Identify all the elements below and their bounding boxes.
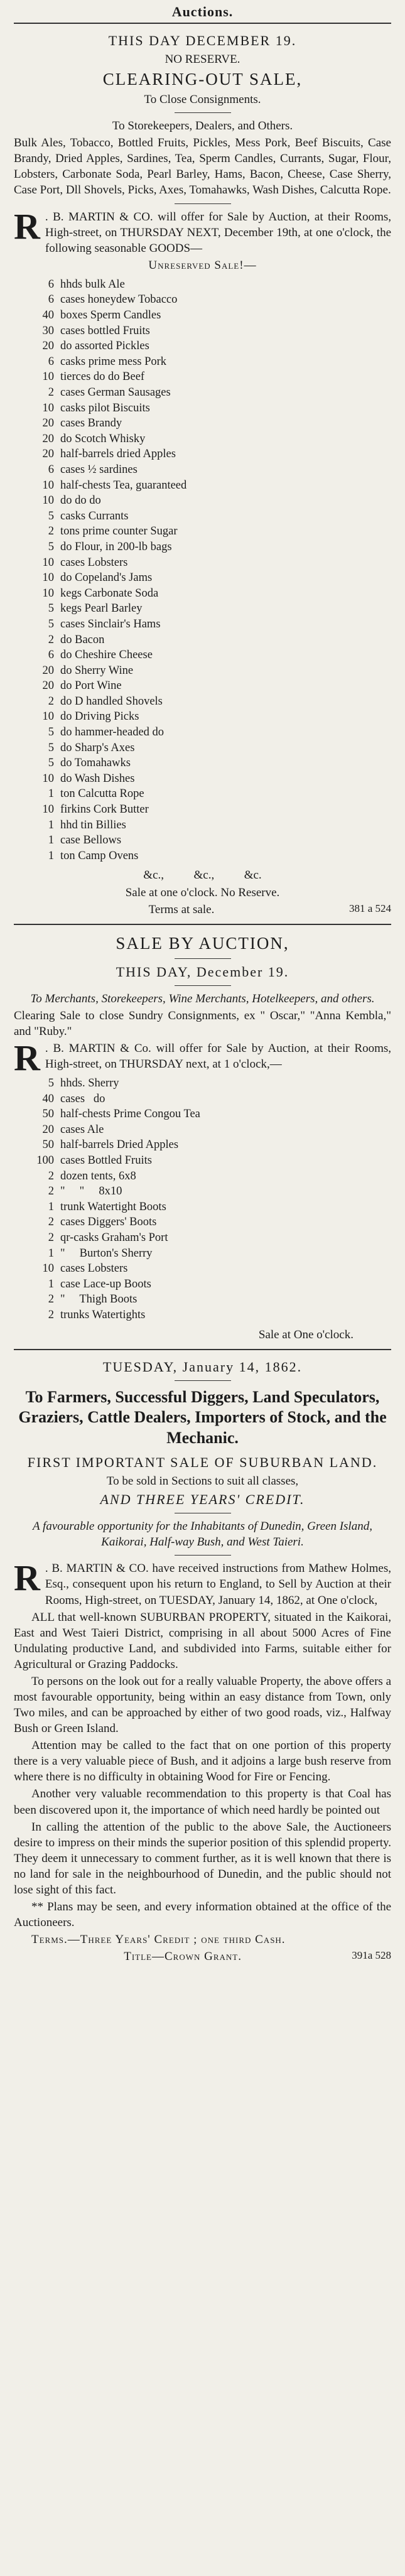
item-description: cases Diggers' Boots — [60, 1216, 157, 1229]
list-item — [20, 1091, 391, 1107]
item-description: do Sherry Wine — [60, 664, 134, 677]
list-item — [20, 586, 391, 602]
item-description: half-chests Prime Congou Tea — [60, 1108, 200, 1121]
list-item — [20, 1261, 391, 1277]
item-description: trunk Watertight Boots — [60, 1200, 166, 1213]
item-description: do Tomahawks — [60, 757, 131, 770]
list-item — [20, 446, 391, 462]
item-description: cases ½ sardines — [60, 463, 138, 476]
ad3-date-line: TUESDAY, January 14, 1862. — [102, 1358, 303, 1375]
item-quantity: 6 — [48, 355, 54, 368]
item-description: dozen tents, 6x8 — [60, 1169, 136, 1182]
item-description: do Wash Dishes — [60, 772, 135, 785]
item-quantity: 10 — [42, 571, 54, 585]
item-description: do Cheshire Cheese — [60, 649, 153, 662]
item-description: half-chests Tea, guaranteed — [60, 479, 187, 492]
ad2-date-line: THIS DAY, December 19. — [116, 963, 289, 980]
divider-rule — [175, 112, 231, 113]
item-description: kegs Carbonate Soda — [60, 587, 159, 600]
item-quantity: 2 — [48, 386, 54, 399]
list-item — [20, 694, 391, 710]
ad3-opportunity: A favourable opportunity for the Inhabitants of Dunedin, Green Island, Kaikorai, Half-way Bush, and West Taieri. — [33, 1520, 372, 1549]
list-item — [20, 1122, 391, 1138]
item-description: cases German Sausages — [60, 386, 171, 399]
item-quantity: 2 — [48, 525, 54, 538]
ad1-date-line: THIS DAY DECEMBER 19. — [108, 33, 297, 48]
item-quantity: 6 — [48, 649, 54, 662]
list-item — [20, 570, 391, 586]
item-quantity: 10 — [42, 803, 54, 816]
auction-ad-suburban-land — [14, 1350, 391, 1971]
item-quantity: 20 — [42, 679, 54, 693]
ad1-goods-list — [20, 277, 391, 864]
ad2-sale-note: Sale at One o'clock. — [258, 1328, 354, 1341]
ad2-audience: To Merchants, Storekeepers, Wine Merchants, Hotelkeepers, and others. — [30, 992, 375, 1005]
list-item — [20, 478, 391, 494]
item-description: casks prime mess Pork — [60, 355, 167, 368]
item-quantity: 2 — [48, 1308, 54, 1321]
item-quantity: 10 — [42, 401, 54, 414]
list-item — [20, 1230, 391, 1246]
item-quantity: 5 — [48, 617, 54, 630]
ad3-ref: 391a 528 — [352, 1949, 391, 1962]
item-quantity: 2 — [48, 633, 54, 646]
ad3-audience: To Farmers, Successful Diggers, Land Speculators, Graziers, Cattle Dealers, Importers of Stock, and the Mechanic. — [18, 1387, 387, 1447]
list-item — [20, 709, 391, 725]
item-quantity: 1 — [48, 1247, 54, 1260]
auction-ad-clearing-out — [14, 24, 391, 925]
drop-cap-initial: R — [14, 1557, 40, 1599]
ad1-intro — [14, 205, 391, 256]
ad1-terms: Terms at sale. — [148, 902, 215, 916]
item-quantity: 40 — [42, 309, 54, 322]
ad1-etc: &c., &c., &c. — [143, 869, 262, 882]
item-quantity: 2 — [48, 1216, 54, 1229]
list-item — [20, 725, 391, 740]
item-quantity: 2 — [48, 1185, 54, 1198]
item-description: cases Sinclair's Hams — [60, 617, 161, 630]
list-item — [20, 802, 391, 818]
item-description: qr-casks Graham's Port — [60, 1231, 168, 1244]
list-item — [20, 308, 391, 323]
item-quantity: 2 — [48, 1169, 54, 1182]
item-quantity: 5 — [48, 726, 54, 739]
item-quantity: 10 — [42, 1262, 54, 1275]
item-quantity: 5 — [48, 741, 54, 754]
item-description: hhd tin Billies — [60, 818, 126, 831]
list-item — [20, 1307, 391, 1323]
item-quantity: 5 — [48, 1077, 54, 1090]
ad3-para2: Attention may be called to the fact that on one portion of this property there is a very valuable piece of Bush, and it adjoins a large bush reserve from where there is no difficulty in obtaining Wood for Fire or Fencing. — [14, 1739, 391, 1784]
item-description: do Port Wine — [60, 679, 122, 693]
ad3-terms: Terms.—Three Years' Credit ; one third Cash. — [31, 1933, 286, 1947]
item-quantity: 2 — [48, 1293, 54, 1306]
ad3-intro — [14, 1557, 391, 1608]
list-item — [20, 647, 391, 663]
item-description: tons prime counter Sugar — [60, 525, 178, 538]
item-description: cases Ale — [60, 1123, 104, 1136]
item-description: do Scotch Whisky — [60, 432, 146, 445]
item-quantity: 1 — [48, 787, 54, 801]
ad1-goods-paragraph: Bulk Ales, Tobacco, Bottled Fruits, Pickles, Mess Pork, Beef Biscuits, Case Brandy, Dried Apples, Sardines, Tea, Sperm Candles, Currants, Sugar, Flour, Lobsters, Carbonate Soda, Pearl Barley, Hams, Bacon, Cheese, Case Sherry, Case Port, Dll Shovels, Picks, Axes, Tomahawks, Wash Dishes, Calcutta Rope. — [14, 136, 391, 197]
list-item — [20, 786, 391, 802]
ad3-plans: ** Plans may be seen, and every information obtained at the office of the Auctioneers. — [14, 1900, 391, 1930]
ad1-sale-note: Sale at one o'clock. No Reserve. — [125, 885, 280, 899]
item-description: half-barrels Dried Apples — [60, 1139, 179, 1152]
divider-rule — [175, 958, 231, 959]
list-item — [20, 539, 391, 555]
divider-rule — [175, 985, 231, 986]
item-quantity: 20 — [42, 417, 54, 430]
item-quantity: 20 — [42, 432, 54, 445]
item-quantity: 20 — [42, 1123, 54, 1136]
ad3-title-line — [14, 1949, 391, 1964]
ad3-property: ALL that well-known SUBURBAN PROPERTY, situated in the Kaikorai, East and West Taieri District, comprising in all about 5000 Acres of Fine Undulating productive Land, and subdivided into Farms, suitable either for Agricultural or Grazing Paddocks. — [14, 1610, 391, 1671]
drop-cap-initial: R — [14, 205, 40, 247]
item-description: " Burton's Sherry — [60, 1247, 153, 1260]
item-description: ton Calcutta Rope — [60, 787, 144, 801]
item-description: cases honeydew Tobacco — [60, 293, 178, 306]
ad1-unreserved: Unreserved Sale!— — [148, 258, 257, 272]
list-item — [20, 848, 391, 864]
item-quantity: 2 — [48, 1231, 54, 1244]
item-description: do assorted Pickles — [60, 340, 149, 353]
list-item — [20, 632, 391, 648]
list-item — [20, 678, 391, 694]
item-description: " " 8x10 — [60, 1185, 122, 1198]
item-quantity: 10 — [42, 587, 54, 600]
list-item — [20, 1199, 391, 1215]
item-description: " Thigh Boots — [60, 1293, 138, 1306]
list-item — [20, 277, 391, 293]
drop-cap-initial: R — [14, 1037, 40, 1078]
list-item — [20, 401, 391, 416]
item-quantity: 20 — [42, 340, 54, 353]
item-description: do hammer-headed do — [60, 726, 165, 739]
list-item — [20, 818, 391, 833]
item-description: casks pilot Biscuits — [60, 401, 150, 414]
item-quantity: 20 — [42, 664, 54, 677]
list-item — [20, 833, 391, 848]
ad2-clearing: Clearing Sale to close Sundry Consignments, ex " Oscar," "Anna Kembla," and "Ruby." — [14, 1009, 391, 1038]
ad2-intro — [14, 1037, 391, 1078]
ad3-para4: In calling the attention of the public to the above Sale, the Auctioneers desire to impress on their minds the superior position of this splendid property. They deem it unnecessary to comment further, as it is well known that there is no land for sale in the neighbourhood of Dunedin, and the public should not lose sight of this fact. — [14, 1820, 391, 1897]
item-description: kegs Pearl Barley — [60, 602, 143, 615]
item-description: do D handled Shovels — [60, 695, 163, 708]
ad1-reserve: NO RESERVE. — [165, 53, 240, 66]
ad1-to-line: To Storekeepers, Dealers, and Others. — [112, 119, 293, 133]
ad3-intro-text: . B. MARTIN & CO. have received instructions from Mathew Holmes, Esq., consequent upon his return to England, to Sell by Auction at their Rooms, High-street, on TUESDAY, January 14, 1862, at One o'clock, — [45, 1562, 391, 1607]
ad3-para3: Another very valuable recommendation to this property is that Coal has been discovered upon it, the importance of which need hardly be pointed out — [14, 1787, 391, 1817]
item-description: cases bottled Fruits — [60, 324, 150, 337]
list-item — [20, 755, 391, 771]
list-item — [20, 493, 391, 509]
ad3-sections: To be sold in Sections to suit all classes, — [106, 1475, 299, 1488]
list-item — [20, 663, 391, 679]
list-item — [20, 617, 391, 632]
list-item — [20, 431, 391, 447]
item-quantity: 2 — [48, 695, 54, 708]
item-quantity: 1 — [48, 849, 54, 862]
item-quantity: 5 — [48, 602, 54, 615]
list-item — [20, 354, 391, 370]
item-quantity: 5 — [48, 509, 54, 522]
item-description: cases Bottled Fruits — [60, 1154, 152, 1167]
item-description: do do do — [60, 494, 101, 507]
item-description: cases Lobsters — [60, 556, 128, 569]
item-description: case Bellows — [60, 834, 122, 847]
list-item — [20, 771, 391, 787]
item-description: tierces do do Beef — [60, 371, 145, 384]
list-item — [20, 1246, 391, 1262]
list-item — [20, 1215, 391, 1230]
ad1-terms-line — [14, 902, 391, 917]
ad2-title: SALE BY AUCTION, — [116, 933, 289, 953]
ad1-ref: 381 a 524 — [348, 902, 391, 914]
list-item — [20, 323, 391, 339]
item-quantity: 5 — [48, 540, 54, 553]
item-description: trunks Watertights — [60, 1308, 146, 1321]
list-item — [20, 1107, 391, 1122]
section-masthead: Auctions. — [14, 0, 391, 24]
ad1-intro-text: . B. MARTIN & CO. will offer for Sale by Auction, at their Rooms, High-street, on THURSDAY NEXT, December 19th, at one o'clock, the following seasonable GOODS— — [45, 210, 391, 255]
item-quantity: 40 — [42, 1092, 54, 1105]
item-description: cases Lobsters — [60, 1262, 128, 1275]
item-quantity: 1 — [48, 834, 54, 847]
ad1-subtitle: To Close Consignments. — [144, 93, 261, 107]
list-item — [20, 416, 391, 431]
item-description: do Driving Picks — [60, 710, 139, 723]
item-quantity: 10 — [42, 479, 54, 492]
item-quantity: 10 — [42, 556, 54, 569]
list-item — [20, 462, 391, 478]
item-quantity: 30 — [42, 324, 54, 337]
item-description: do Flour, in 200-lb bags — [60, 540, 172, 553]
ad2-intro-text: . B. MARTIN & Co. will offer for Sale by Auction, at their Rooms, High-street, on THURSDAY next, at 1 o'clock,— — [45, 1041, 391, 1071]
list-item — [20, 1153, 391, 1169]
item-description: boxes Sperm Candles — [60, 309, 161, 322]
list-item — [20, 1277, 391, 1292]
item-description: case Lace-up Boots — [60, 1277, 151, 1291]
item-description: hhds bulk Ale — [60, 278, 125, 291]
item-quantity: 10 — [42, 710, 54, 723]
list-item — [20, 292, 391, 308]
list-item — [20, 1184, 391, 1199]
item-quantity: 6 — [48, 278, 54, 291]
list-item — [20, 509, 391, 524]
list-item — [20, 1076, 391, 1091]
list-item — [20, 1137, 391, 1153]
item-description: do Sharp's Axes — [60, 741, 135, 754]
ad3-title: FIRST IMPORTANT SALE OF SUBURBAN LAND. — [27, 1454, 378, 1471]
item-description: hhds. Sherry — [60, 1077, 119, 1090]
ad3-para1: To persons on the look out for a really valuable Property, the above offers a most favourable opportunity, being within an easy distance from Town, only Two miles, and can be approached by either of two good roads, viz., Halfway Bush or Green Island. — [14, 1674, 391, 1736]
ad3-title-crown: Title—Crown Grant. — [124, 1950, 242, 1964]
list-item — [20, 338, 391, 354]
divider-rule — [175, 1555, 231, 1556]
ad1-title: CLEARING-OUT SALE, — [102, 70, 303, 89]
item-description: ton Camp Ovens — [60, 849, 139, 862]
divider-rule — [175, 203, 231, 204]
ad2-goods-list — [20, 1076, 391, 1323]
item-description: do Bacon — [60, 633, 105, 646]
item-quantity: 50 — [42, 1108, 54, 1121]
item-quantity: 6 — [48, 463, 54, 476]
list-item — [20, 1292, 391, 1307]
list-item — [20, 524, 391, 539]
list-item — [20, 369, 391, 385]
item-quantity: 10 — [42, 772, 54, 785]
auction-ad-sale-by-auction — [14, 925, 391, 1350]
item-description: firkins Cork Butter — [60, 803, 149, 816]
item-quantity: 1 — [48, 818, 54, 831]
list-item — [20, 740, 391, 756]
item-quantity: 100 — [36, 1154, 54, 1167]
item-quantity: 20 — [42, 448, 54, 461]
item-description: do Copeland's Jams — [60, 571, 153, 585]
item-quantity: 1 — [48, 1200, 54, 1213]
ad3-credit: AND THREE YEARS' CREDIT. — [100, 1491, 305, 1508]
item-description: cases do — [60, 1092, 105, 1105]
item-quantity: 5 — [48, 757, 54, 770]
list-item — [20, 1169, 391, 1184]
item-quantity: 10 — [42, 494, 54, 507]
list-item — [20, 555, 391, 571]
divider-rule — [175, 1380, 231, 1381]
item-quantity: 10 — [42, 371, 54, 384]
item-quantity: 1 — [48, 1277, 54, 1291]
item-quantity: 6 — [48, 293, 54, 306]
item-quantity: 50 — [42, 1139, 54, 1152]
list-item — [20, 385, 391, 401]
item-description: cases Brandy — [60, 417, 122, 430]
item-description: casks Currants — [60, 509, 129, 522]
list-item — [20, 601, 391, 617]
item-description: half-barrels dried Apples — [60, 448, 176, 461]
